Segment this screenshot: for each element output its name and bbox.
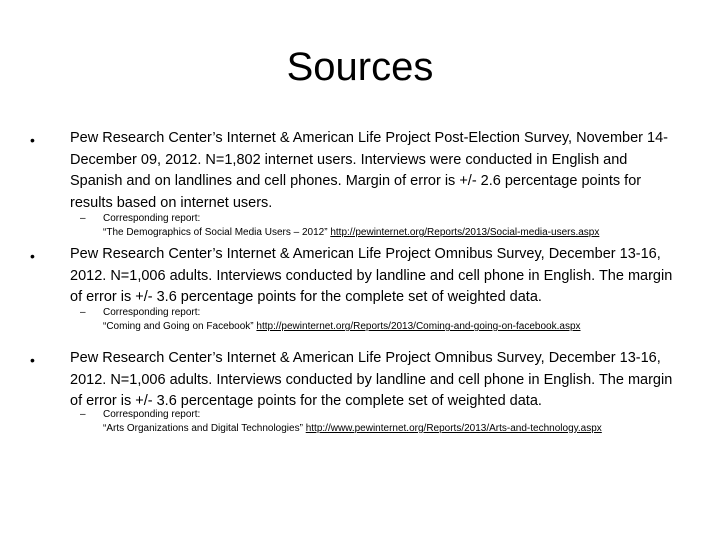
bullet-marker: • <box>30 248 35 264</box>
report-label: Corresponding report: <box>103 409 201 420</box>
source-description: Pew Research Center’s Internet & American Life Project Omnibus Survey, December 13-16, 2012. N=1,006 adults. Interviews conducted by landline and cell phone in English. The margin of error is +/- 3.6 percentage points for the complete set of weighted data. <box>70 350 673 409</box>
report-title: “Arts Organizations and Digital Technologies” <box>103 423 303 434</box>
report-title: “Coming and Going on Facebook” <box>103 321 254 332</box>
report-label: Corresponding report: <box>103 307 201 318</box>
source-description: Pew Research Center’s Internet & American Life Project Post-Election Survey, November 14-December 09, 2012. N=1,802 internet users. Interviews were conducted in English and Spanish and on landlines and cell phones. Margin of error is +/- 2.6 percentage points for results based on internet users. <box>70 130 668 211</box>
bullet-marker: • <box>30 352 35 368</box>
report-label: Corresponding report: <box>103 213 201 224</box>
report-link[interactable]: http://pewinternet.org/Reports/2013/Social-media-users.aspx <box>330 227 600 238</box>
report-title: “The Demographics of Social Media Users – 2012” <box>103 227 328 238</box>
bullet-marker: • <box>30 132 35 148</box>
report-link[interactable]: http://www.pewinternet.org/Reports/2013/Arts-and-technology.aspx <box>305 423 602 434</box>
dash-marker: – <box>80 307 86 318</box>
slide-title: Sources <box>286 45 434 89</box>
source-description: Pew Research Center’s Internet & American Life Project Omnibus Survey, December 13-16, 2012. N=1,006 adults. Interviews conducted by landline and cell phone in English. The margin of error is +/- 3.6 percentage points for the complete set of weighted data. <box>70 246 673 305</box>
dash-marker: – <box>80 213 86 224</box>
dash-marker: – <box>80 409 86 420</box>
report-link[interactable]: http://pewinternet.org/Reports/2013/Coming-and-going-on-facebook.aspx <box>256 321 581 332</box>
